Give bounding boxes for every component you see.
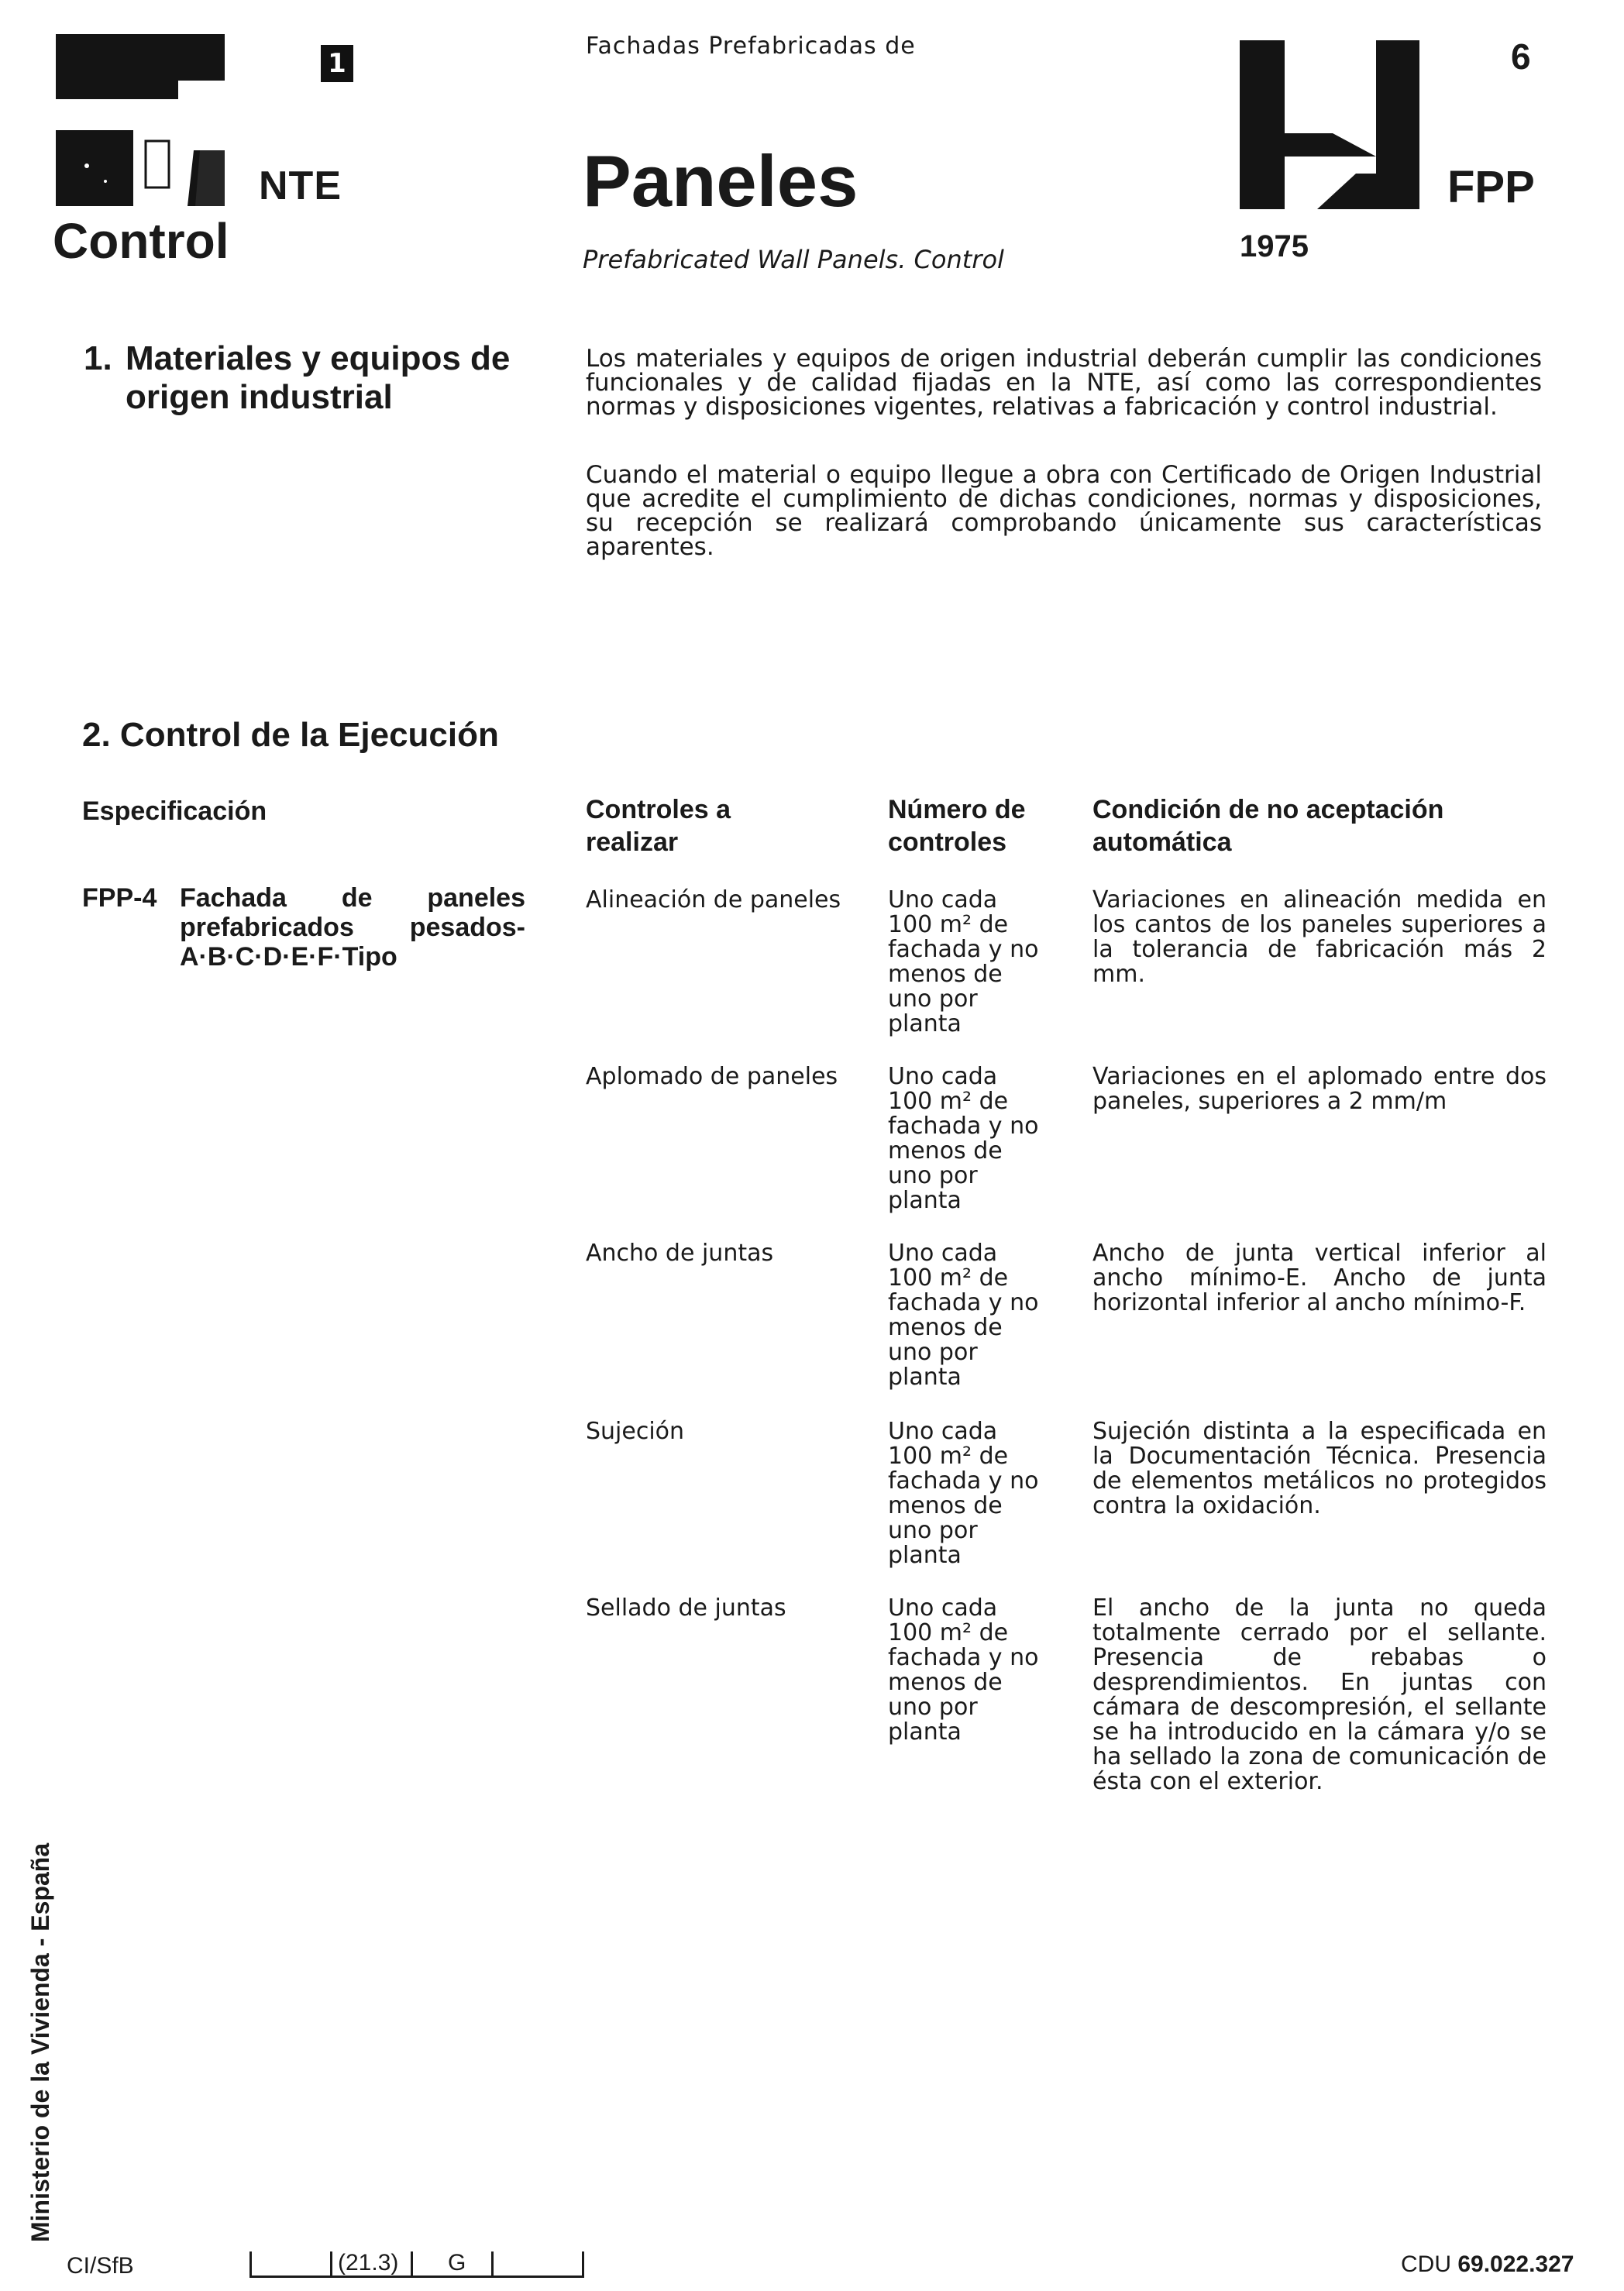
- standard-code: FPP: [1447, 162, 1535, 212]
- section1-paragraph-2: Cuando el material o equipo llegue a obra con Certificado de Origen Industrial que acredite el cumplimiento de dichas condiciones, normas y disposiciones, su recepción se realizará comprobando únicamente sus características aparentes.: [586, 461, 1542, 561]
- publisher-side-text: Ministerio de la Vivienda - España: [26, 1842, 54, 2242]
- table-row-count: Uno cada 100 m² de fachada y no menos de uno por planta: [888, 1418, 1039, 1569]
- page-title: Paneles: [583, 140, 858, 222]
- table-row-count: Uno cada 100 m² de fachada y no menos de uno por planta: [888, 886, 1039, 1037]
- table-row-condition: Variaciones en alineación medida en los cantos de los paneles superiores a la tolerancia de fabricación más 2 mm.: [1092, 886, 1547, 988]
- table-row-control: Alineación de paneles: [586, 886, 841, 913]
- section1-heading-line1: Materiales y equipos de: [126, 339, 511, 377]
- sheet-badge: 1: [321, 45, 353, 82]
- column-header-count: Número de controles: [888, 795, 1026, 857]
- cdu-label: CDU: [1401, 2251, 1451, 2277]
- cisfb-divider: [249, 2251, 252, 2278]
- section1-heading-line2: origen industrial: [126, 378, 393, 416]
- cisfb-letter: G: [448, 2250, 466, 2276]
- cisfb-divider: [582, 2251, 584, 2278]
- spec-code: FPP-4: [82, 883, 157, 913]
- table-row-control: Sellado de juntas: [586, 1594, 786, 1622]
- table-row-count: Uno cada 100 m² de fachada y no menos de uno por planta: [888, 1594, 1039, 1746]
- sheet-number: 6: [1511, 36, 1531, 77]
- table-row-count: Uno cada 100 m² de fachada y no menos de uno por planta: [888, 1063, 1039, 1214]
- column-header-condition: Condición de no aceptación automática: [1092, 795, 1444, 857]
- cisfb-baseline: [249, 2276, 584, 2278]
- table-row-count: Uno cada 100 m² de fachada y no menos de uno por planta: [888, 1240, 1039, 1391]
- column-header-controls: Controles a realizar: [586, 795, 731, 857]
- fpp-logo: [1240, 40, 1419, 209]
- cisfb-divider: [411, 2251, 413, 2278]
- section1-heading: [84, 339, 549, 417]
- cdu-reference: [1401, 2251, 1574, 2278]
- nte-logo: [56, 34, 225, 206]
- table-row-condition: El ancho de la junta no queda totalmente cerrado por el sellante. Presencia de rebabas o desprendimientos. En juntas con cámara de descompresión, el sellante se ha introducido en la cámara y/o se ha sellado la zona de comunicación de ésta con el exterior.: [1092, 1594, 1547, 1795]
- cisfb-classification-box: [249, 2250, 584, 2281]
- spec-text: Fachada de paneles prefabricados pesados-A·B·C·D·E·F·Tipo: [180, 883, 525, 972]
- cisfb-divider: [491, 2251, 494, 2278]
- year: 1975: [1240, 229, 1309, 263]
- cisfb-divider: [330, 2251, 332, 2278]
- table-row-condition: Variaciones en el aplomado entre dos paneles, superiores a 2 mm/m: [1092, 1063, 1547, 1115]
- section-label: Control: [53, 213, 229, 269]
- column-header-spec: Especificación: [82, 796, 267, 826]
- english-title: Prefabricated Wall Panels. Control: [583, 245, 1004, 274]
- supertitle: Fachadas Prefabricadas de: [586, 33, 916, 60]
- table-row-control: Sujeción: [586, 1418, 685, 1445]
- cisfb-code: (21.3): [338, 2250, 399, 2276]
- cisfb-label: CI/SfB: [67, 2253, 134, 2279]
- table-row-condition: Sujeción distinta a la especificada en la Documentación Técnica. Presencia de elementos metálicos no protegidos contra la oxidación.: [1092, 1418, 1547, 1519]
- table-row-control: Aplomado de paneles: [586, 1063, 838, 1090]
- cdu-value: 69.022.327: [1457, 2251, 1574, 2277]
- section1-number: 1.: [84, 339, 112, 377]
- table-row-condition: Ancho de junta vertical inferior al ancho mínimo-E. Ancho de junta horizontal inferior al ancho mínimo-F.: [1092, 1240, 1547, 1316]
- table-row-control: Ancho de juntas: [586, 1240, 774, 1267]
- section1-paragraph-1: Los materiales y equipos de origen industrial deberán cumplir las condiciones funcionales y de calidad fijadas en la NTE, así como las correspondientes normas y disposiciones vigentes, relativas a fabricación y control industrial.: [586, 345, 1542, 421]
- section2-heading: 2. Control de la Ejecución: [82, 716, 499, 754]
- nte-label: NTE: [259, 163, 342, 208]
